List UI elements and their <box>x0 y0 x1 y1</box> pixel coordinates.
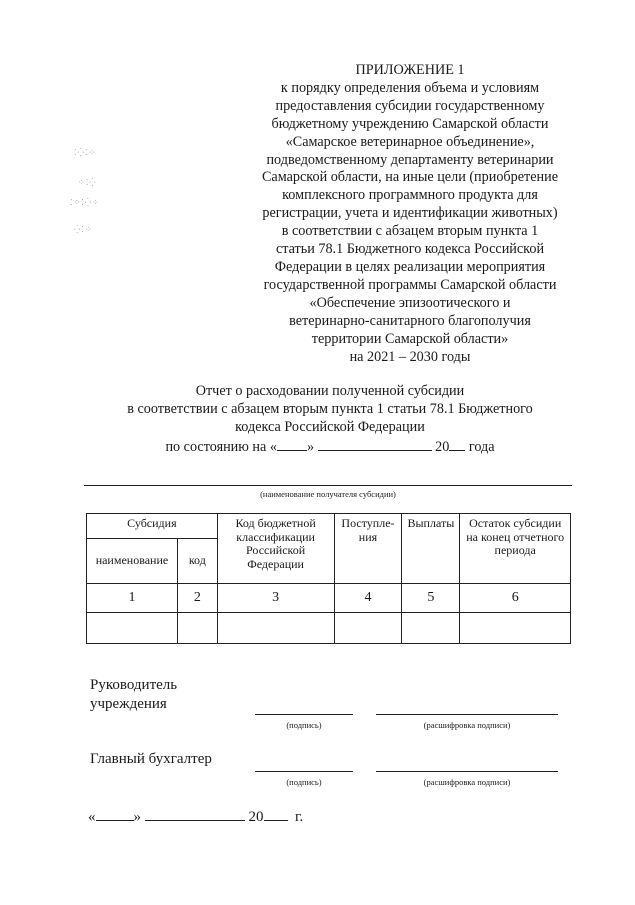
appendix-title: ПРИЛОЖЕНИЕ 1 <box>355 62 465 78</box>
table-cell[interactable] <box>460 613 571 644</box>
table-cell[interactable] <box>402 613 460 644</box>
as-of-date-line <box>70 436 590 456</box>
table-header-row <box>87 514 571 539</box>
appendix-line: на 2021 – 2030 годы <box>349 348 471 365</box>
appendix-line: государственной программы Самарской области <box>263 276 557 293</box>
table-cell[interactable] <box>334 613 402 644</box>
appendix-line: комплексного программного продукта для <box>282 187 538 204</box>
report-title-line: кодекса Российской Федерации <box>235 419 425 435</box>
column-number: 3 <box>217 584 334 613</box>
scan-noise: ⁚⁛⁚⁘ <box>74 148 97 157</box>
head-title <box>90 676 177 714</box>
report-title-line: в соответствии с абзацем вторым пункта 1 статьи 78.1 Бюджетного <box>127 401 533 417</box>
head-signature-field[interactable] <box>255 714 353 715</box>
accountant-title: Главный бухгалтер <box>90 751 212 767</box>
appendix-line: территории Самарской области» <box>311 330 509 347</box>
column-number: 1 <box>87 584 178 613</box>
recipient-name-field[interactable] <box>84 485 572 486</box>
table-cell[interactable] <box>217 613 334 644</box>
accountant-signature-field[interactable] <box>255 771 353 772</box>
as-of-suffix: года <box>468 439 495 455</box>
accountant-signature-caption: (подпись) <box>286 777 322 787</box>
scan-noise: ⁘⁚⁛ <box>78 178 97 187</box>
head-title-line: Руководитель <box>90 677 178 693</box>
appendix-line: регистрации, учета и идентификации животных) <box>262 205 558 222</box>
appendix-line: бюджетному учреждению Самарской области <box>271 115 549 132</box>
head-decode-caption: (расшифровка подписи) <box>423 720 511 730</box>
head-decode-field[interactable] <box>376 714 558 715</box>
as-of-year-prefix: 20 <box>435 439 450 455</box>
month-field[interactable] <box>318 436 432 451</box>
report-title-line: Отчет о расходовании полученной субсидии <box>195 383 465 399</box>
date-close-quote: » <box>133 809 141 825</box>
appendix-line: Самарской области, на иные цели (приобретение <box>261 169 559 186</box>
report-title <box>70 382 590 456</box>
as-of-prefix: по состоянию на « <box>165 439 277 455</box>
column-number: 2 <box>177 584 217 613</box>
signature-date-line <box>88 806 303 826</box>
date-year-suffix: г. <box>295 809 304 825</box>
table-row <box>87 613 571 644</box>
accountant-decode-caption: (расшифровка подписи) <box>423 777 511 787</box>
appendix-line: предоставления субсидии государственному <box>275 97 545 114</box>
column-number: 4 <box>334 584 402 613</box>
appendix-line: Федерации в целях реализации мероприятия <box>274 258 546 275</box>
table-cell[interactable] <box>87 613 178 644</box>
head-signature-caption: (подпись) <box>286 720 322 730</box>
appendix-line: «Обеспечение эпизоотического и <box>309 294 511 311</box>
scan-noise: ⁚⁘⁚⁛⁘ <box>70 198 100 207</box>
accountant-decode-field[interactable] <box>376 771 558 772</box>
year-field[interactable] <box>449 436 465 451</box>
appendix-line: ветеринарно-санитарного благополучия <box>289 312 531 329</box>
date-open-quote: « <box>88 809 96 825</box>
date-year-field[interactable] <box>264 806 288 821</box>
appendix-line: к порядку определения объема и условиям <box>280 79 540 96</box>
date-day-field[interactable] <box>96 806 134 821</box>
appendix-line: в соответствии с абзацем вторым пункта 1 <box>281 223 539 240</box>
subsidy-table <box>86 513 571 644</box>
header-subsidy: Субсидия <box>87 514 218 539</box>
header-name: наименование <box>87 539 178 584</box>
appendix-line: статьи 78.1 Бюджетного кодекса Российской <box>275 241 545 258</box>
head-title-line: учреждения <box>90 696 167 712</box>
appendix-line: подведомственному департаменту ветеринарии <box>266 151 554 168</box>
header-balance: Остаток субсидии на конец отчетного периода <box>460 514 571 584</box>
appendix-line: «Самарское ветеринарное объединение», <box>285 133 535 150</box>
recipient-caption: (наименование получателя субсидии) <box>260 489 396 499</box>
header-budget-code: Код бюджетной классификации Российской Федерации <box>217 514 334 584</box>
header-receipts: Поступле-ния <box>334 514 402 584</box>
column-number: 5 <box>402 584 460 613</box>
day-field[interactable] <box>277 436 307 451</box>
appendix-header <box>245 62 575 366</box>
header-code: код <box>177 539 217 584</box>
scan-noise: ⁛⁚⁘ <box>74 225 93 234</box>
date-month-field[interactable] <box>145 806 245 821</box>
table-number-row <box>87 584 571 613</box>
date-year-prefix: 20 <box>248 809 264 825</box>
table-cell[interactable] <box>177 613 217 644</box>
column-number: 6 <box>460 584 571 613</box>
as-of-mid: » <box>306 439 315 455</box>
header-payments: Выплаты <box>402 514 460 584</box>
